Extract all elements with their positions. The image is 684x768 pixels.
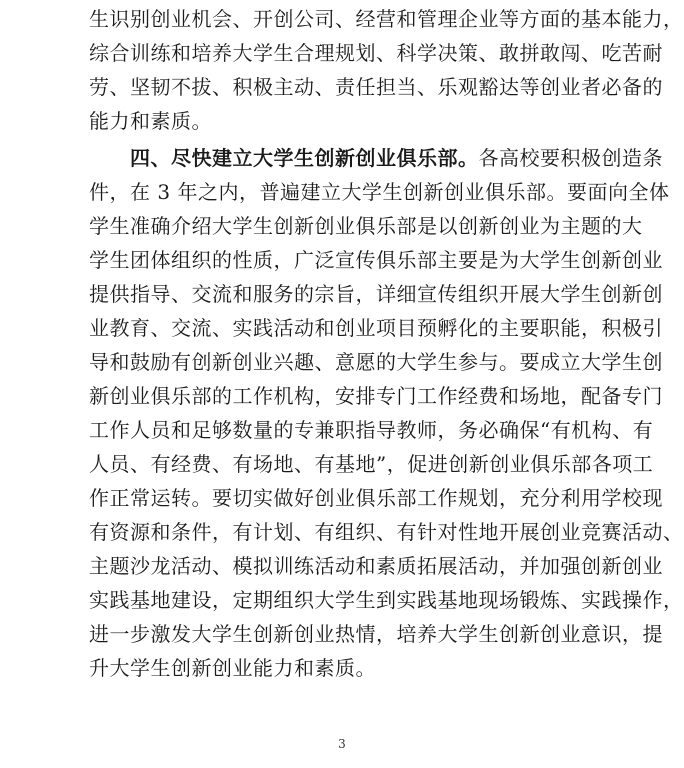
paragraph-2-line-5: 业教育、交流、实践活动和创业项目预孵化的主要职能，积极引 xyxy=(89,316,663,340)
page-number: 3 xyxy=(338,737,346,751)
paragraph-2-line-4: 提供指导、交流和服务的宗旨，详细宣传组织开展大学生创新创 xyxy=(89,282,663,306)
paragraph-2-line-6: 导和鼓励有创新创业兴趣、意愿的大学生参与。要成立大学生创 xyxy=(89,350,663,374)
paragraph-1-line-1: 生识别创业机会、开创公司、经营和管理企业等方面的基本能力， xyxy=(89,7,684,31)
paragraph-2-line-7: 新创业俱乐部的工作机构，安排专门工作经费和场地，配备专门 xyxy=(89,384,663,408)
paragraph-1-line-4: 能力和素质。 xyxy=(89,109,212,133)
paragraph-2-line-1: 件，在 3 年之内，普遍建立大学生创新创业俱乐部。要面向全体 xyxy=(89,180,670,204)
paragraph-2-line-2: 学生准确介绍大学生创新创业俱乐部是以创新创业为主题的大 xyxy=(89,214,643,238)
section-heading: 四、尽快建立大学生创新创业俱乐部。 xyxy=(130,146,479,170)
paragraph-2-line-10: 作正常运转。要切实做好创业俱乐部工作规划，充分利用学校现 xyxy=(89,486,663,510)
paragraph-2-line-11: 有资源和条件，有计划、有组织、有针对性地开展创业竞赛活动、 xyxy=(89,520,684,544)
paragraph-2-first-line xyxy=(130,141,663,175)
paragraph-2-line-3: 学生团体组织的性质，广泛宣传俱乐部主要是为大学生创新创业 xyxy=(89,248,663,272)
paragraph-1-line-2: 综合训练和培养大学生合理规划、科学决策、敢拼敢闯、吃苦耐 xyxy=(89,41,663,65)
paragraph-2-line-12: 主题沙龙活动、模拟训练活动和素质拓展活动，并加强创新创业 xyxy=(89,554,663,578)
paragraph-2-first-line-rest: 各高校要积极创造条 xyxy=(478,146,663,170)
paragraph-2-line-15: 升大学生创新创业能力和素质。 xyxy=(89,656,376,680)
paragraph-2-line-9: 人员、有经费、有场地、有基地”，促进创新创业俱乐部各项工 xyxy=(89,452,654,476)
paragraph-1-line-3: 劳、坚韧不拔、积极主动、责任担当、乐观豁达等创业者必备的 xyxy=(89,75,663,99)
paragraph-2-line-13: 实践基地建设，定期组织大学生到实践基地现场锻炼、实践操作， xyxy=(89,588,684,612)
paragraph-2-line-14: 进一步激发大学生创新创业热情，培养大学生创新创业意识，提 xyxy=(89,622,663,646)
paragraph-2-line-8: 工作人员和足够数量的专兼职指导教师，务必确保“有机构、有 xyxy=(89,418,654,442)
